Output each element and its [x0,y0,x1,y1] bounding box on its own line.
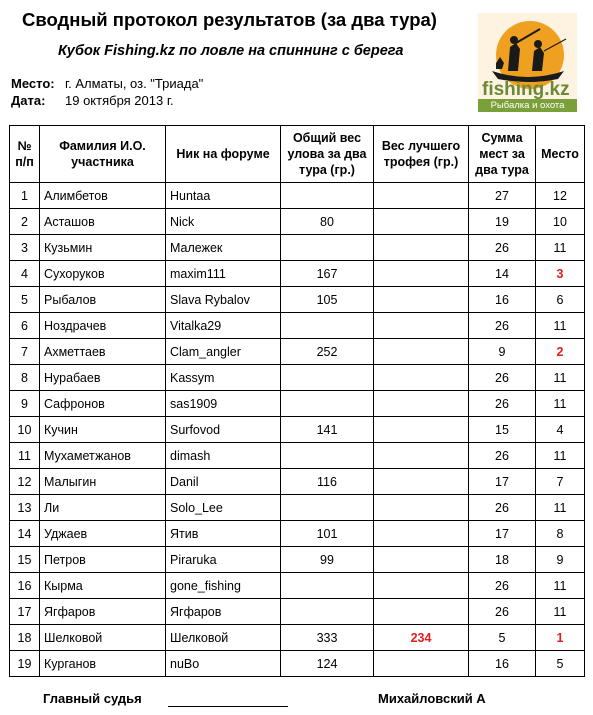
cell-total-weight [281,495,374,521]
cell-place: 7 [536,469,585,495]
cell-name: Курганов [40,651,166,677]
cell-place-sum: 17 [469,521,536,547]
cell-trophy-weight [374,599,469,625]
cell-trophy-weight [374,469,469,495]
document-title: Сводный протокол результатов (за два тура) [22,9,437,30]
cell-trophy-weight [374,339,469,365]
cell-number: 11 [10,443,40,469]
cell-place-sum: 16 [469,651,536,677]
cell-place: 1 [536,625,585,651]
cell-name: Сухоруков [40,261,166,287]
cell-nick: sas1909 [166,391,281,417]
cell-nick: Danil [166,469,281,495]
table-row [10,469,585,495]
results-table [9,125,585,677]
cell-nick: Huntaa [166,183,281,209]
place-label: Место: [11,76,55,91]
judge-label: Главный судья [43,691,142,706]
cell-place: 11 [536,599,585,625]
cell-nick: Vitalka29 [166,313,281,339]
cell-place: 11 [536,365,585,391]
header-trophy-weight: Вес лучшего трофея (гр.) [374,126,469,183]
cell-place: 6 [536,287,585,313]
cell-total-weight: 99 [281,547,374,573]
cell-number: 10 [10,417,40,443]
cell-trophy-weight [374,313,469,339]
cell-number: 16 [10,573,40,599]
cell-place: 11 [536,443,585,469]
table-row [10,443,585,469]
cell-place-sum: 26 [469,495,536,521]
cell-name: Алимбетов [40,183,166,209]
document-subtitle: Кубок Fishing.kz по ловле на спиннинг с берега [58,43,404,59]
cell-place: 9 [536,547,585,573]
cell-name: Рыбалов [40,287,166,313]
cell-number: 17 [10,599,40,625]
cell-nick: Ягфаров [166,599,281,625]
cell-total-weight [281,183,374,209]
cell-place: 10 [536,209,585,235]
cell-total-weight [281,599,374,625]
header-name: Фамилия И.О. участника [40,126,166,183]
cell-trophy-weight [374,365,469,391]
cell-place-sum: 5 [469,625,536,651]
cell-place: 11 [536,313,585,339]
cell-place: 11 [536,391,585,417]
cell-total-weight: 105 [281,287,374,313]
cell-place-sum: 19 [469,209,536,235]
cell-place-sum: 26 [469,599,536,625]
cell-trophy-weight [374,495,469,521]
cell-total-weight: 116 [281,469,374,495]
cell-number: 4 [10,261,40,287]
cell-place-sum: 26 [469,235,536,261]
cell-trophy-weight [374,391,469,417]
cell-name: Сафронов [40,391,166,417]
cell-trophy-weight [374,209,469,235]
header-total-weight: Общий вес улова за два тура (гр.) [281,126,374,183]
cell-place: 12 [536,183,585,209]
cell-trophy-weight [374,651,469,677]
cell-name: Асташов [40,209,166,235]
cell-nick: nuBo [166,651,281,677]
cell-name: Ахметтаев [40,339,166,365]
cell-nick: Ятив [166,521,281,547]
cell-total-weight: 252 [281,339,374,365]
cell-name: Уджаев [40,521,166,547]
table-row [10,651,585,677]
cell-name: Ли [40,495,166,521]
cell-place: 2 [536,339,585,365]
cell-nick: Clam_angler [166,339,281,365]
cell-nick: Nick [166,209,281,235]
cell-total-weight [281,391,374,417]
cell-total-weight: 80 [281,209,374,235]
cell-number: 9 [10,391,40,417]
cell-number: 3 [10,235,40,261]
table-row [10,313,585,339]
header-place: Место [536,126,585,183]
cell-place-sum: 9 [469,339,536,365]
cell-name: Петров [40,547,166,573]
cell-place-sum: 26 [469,365,536,391]
cell-place: 8 [536,521,585,547]
cell-trophy-weight [374,183,469,209]
cell-nick: Шелковой [166,625,281,651]
cell-nick: maxim111 [166,261,281,287]
cell-name: Ягфаров [40,599,166,625]
logo-sub-text: Рыбалка и охота [490,100,565,111]
table-row [10,183,585,209]
cell-trophy-weight [374,547,469,573]
table-header-row [10,126,585,183]
cell-number: 18 [10,625,40,651]
cell-place: 3 [536,261,585,287]
cell-number: 12 [10,469,40,495]
cell-place-sum: 26 [469,391,536,417]
header-number: № п/п [10,126,40,183]
cell-number: 6 [10,313,40,339]
cell-name: Нурабаев [40,365,166,391]
cell-place-sum: 14 [469,261,536,287]
cell-trophy-weight [374,261,469,287]
cell-total-weight [281,573,374,599]
cell-total-weight [281,365,374,391]
table-row [10,599,585,625]
cell-number: 7 [10,339,40,365]
cell-number: 13 [10,495,40,521]
cell-trophy-weight: 234 [374,625,469,651]
cell-trophy-weight [374,573,469,599]
cell-number: 5 [10,287,40,313]
table-row [10,573,585,599]
cell-total-weight [281,313,374,339]
table-row [10,287,585,313]
signature-line [168,706,288,707]
cell-total-weight: 101 [281,521,374,547]
cell-place: 11 [536,235,585,261]
fishing-kz-logo [478,13,577,112]
cell-total-weight: 333 [281,625,374,651]
date-label: Дата: [11,93,46,108]
cell-place-sum: 17 [469,469,536,495]
cell-name: Малыгин [40,469,166,495]
table-row [10,365,585,391]
cell-place: 4 [536,417,585,443]
table-row [10,209,585,235]
cell-name: Мухаметжанов [40,443,166,469]
cell-nick: gone_fishing [166,573,281,599]
cell-place: 5 [536,651,585,677]
table-row [10,625,585,651]
cell-total-weight: 167 [281,261,374,287]
cell-place-sum: 26 [469,573,536,599]
table-row [10,235,585,261]
cell-place: 11 [536,573,585,599]
cell-number: 19 [10,651,40,677]
cell-total-weight [281,443,374,469]
cell-trophy-weight [374,521,469,547]
place-value: г. Алматы, оз. "Триада" [65,76,204,91]
cell-number: 1 [10,183,40,209]
cell-nick: Piraruka [166,547,281,573]
cell-name: Шелковой [40,625,166,651]
date-value: 19 октября 2013 г. [65,93,174,108]
cell-number: 15 [10,547,40,573]
cell-place-sum: 26 [469,443,536,469]
cell-nick: Solo_Lee [166,495,281,521]
cell-trophy-weight [374,287,469,313]
logo-main-text: fishing.kz [482,79,570,100]
cell-place-sum: 27 [469,183,536,209]
cell-trophy-weight [374,235,469,261]
header-place-sum: Сумма мест за два тура [469,126,536,183]
cell-place-sum: 15 [469,417,536,443]
cell-place-sum: 16 [469,287,536,313]
cell-number: 8 [10,365,40,391]
cell-name: Кырма [40,573,166,599]
table-row [10,417,585,443]
cell-name: Кузьмин [40,235,166,261]
table-row [10,547,585,573]
cell-name: Кучин [40,417,166,443]
table-row [10,391,585,417]
cell-nick: dimash [166,443,281,469]
cell-place-sum: 26 [469,313,536,339]
cell-trophy-weight [374,443,469,469]
cell-nick: Slava Rybalov [166,287,281,313]
header-nick: Ник на форуме [166,126,281,183]
cell-place: 11 [536,495,585,521]
cell-nick: Surfovod [166,417,281,443]
cell-number: 2 [10,209,40,235]
table-row [10,339,585,365]
table-row [10,521,585,547]
cell-number: 14 [10,521,40,547]
cell-total-weight: 124 [281,651,374,677]
judge-name: Михайловский А [378,691,486,706]
table-row [10,495,585,521]
cell-total-weight [281,235,374,261]
cell-trophy-weight [374,417,469,443]
table-row [10,261,585,287]
cell-nick: Малежек [166,235,281,261]
cell-nick: Kassym [166,365,281,391]
cell-place-sum: 18 [469,547,536,573]
cell-total-weight: 141 [281,417,374,443]
cell-name: Ноздрачев [40,313,166,339]
